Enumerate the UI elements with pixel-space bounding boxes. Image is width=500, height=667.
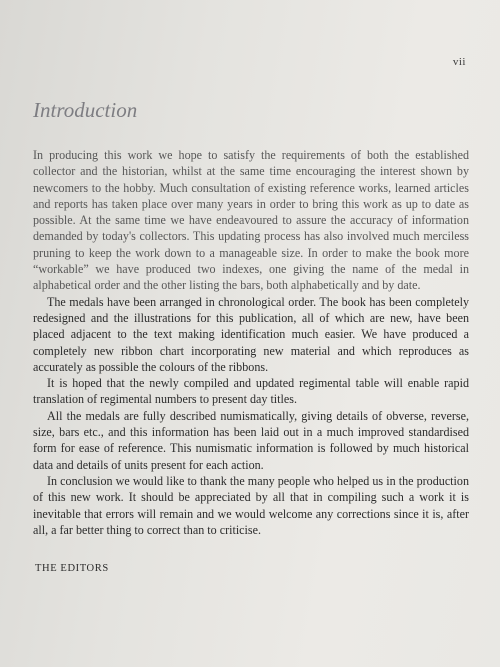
paragraph: In conclusion we would like to thank the many people who helped us in the production of this new work. It should be appreciated by all that in compiling such a work it is inevitable that errors will remain and we would welcome any corrections since it is, after all, a far better thing to correct than to criticise. — [33, 473, 469, 537]
introduction-body — [33, 147, 469, 538]
page-number: vii — [452, 56, 466, 68]
page-heading: Introduction — [33, 98, 138, 122]
paragraph: In producing this work we hope to satisfy the requirements of both the established collector and the historian, whilst at the same time encouraging the interest shown by newcomers to the hobby. Much consultation of existing reference works, learned articles and reports has taken place over many years in order to bring this work as up to date as possible. At the same time we have endeavoured to assure the accuracy of information demanded by today's collectors. This updating process has also involved much merciless pruning to keep the work down to a manageable size. In order to make the book more “workable” we have produced two indexes, one giving the name of the medal in alphabetical order and the other listing the bars, both alphabetically and by date. — [33, 148, 469, 293]
paragraph: It is hoped that the newly compiled and updated regimental table will enable rapid translation of regimental numbers to present day titles. — [33, 376, 469, 407]
paragraph: The medals have been arranged in chronological order. The book has been completely redesigned and the illustrations for this publication, all of which are new, have been placed adjacent to the text making identification much easier. We have produced a completely new ribbon chart incorporating new material and which reproduces as accurately as possible the colours of the ribbons. — [33, 294, 469, 374]
paragraph: All the medals are fully described numismatically, giving details of obverse, reverse, size, bars etc., and this information has been laid out in a much improved standardised form for ease of reference. This numismatic information is followed by much historical data and details of units present for each action. — [33, 408, 469, 472]
signature: THE EDITORS — [35, 563, 109, 574]
